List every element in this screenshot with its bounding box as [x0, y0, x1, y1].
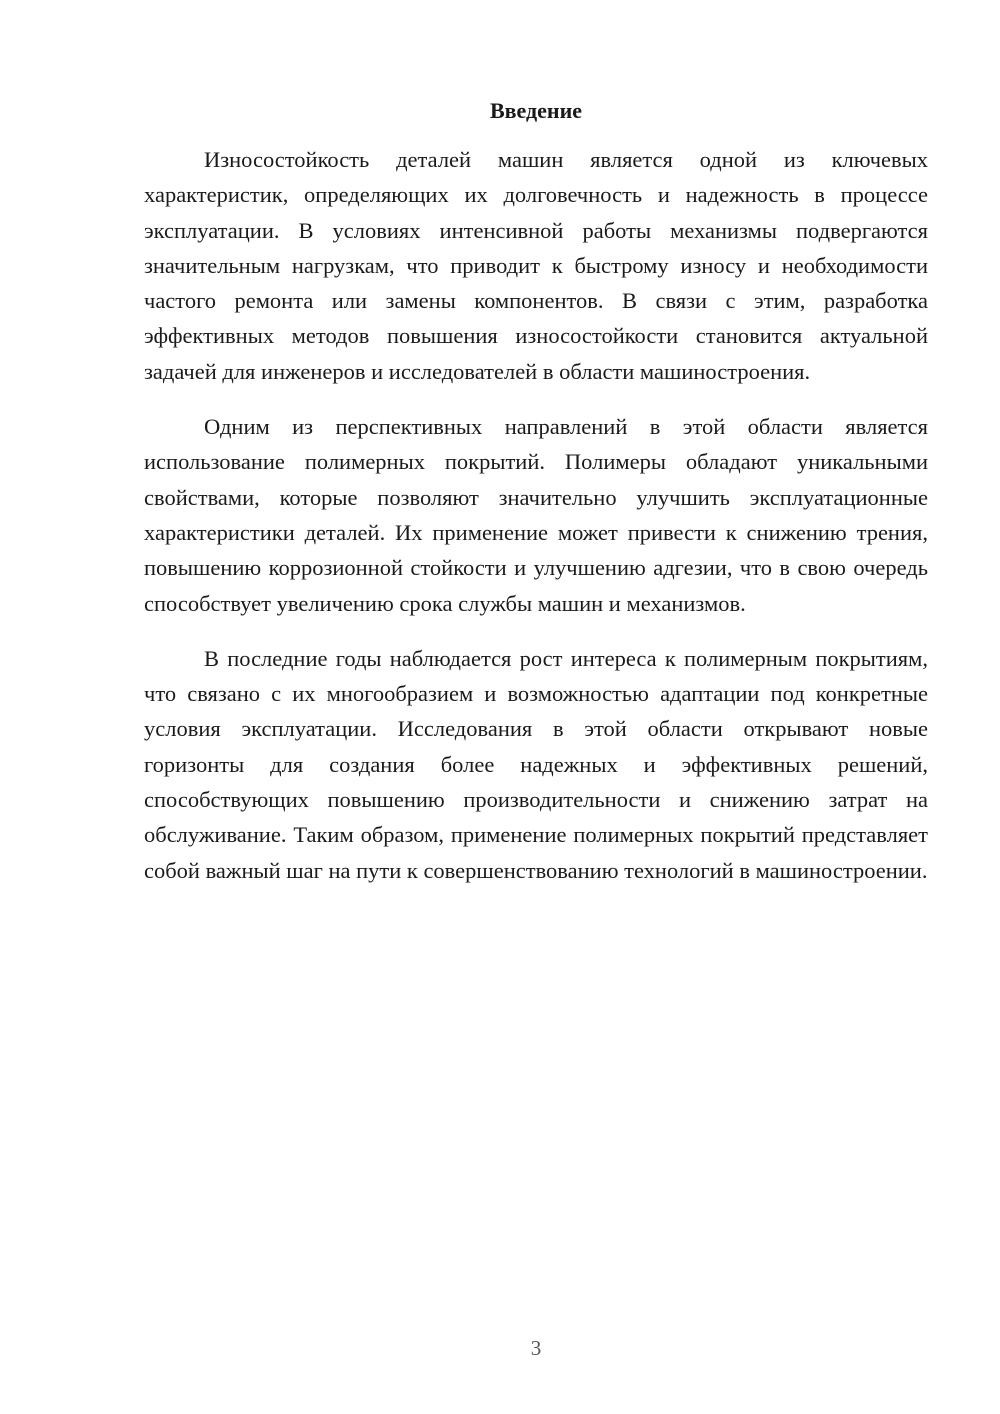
paragraph-2: Одним из перспективных направлений в этой области является использование полимерных покрытий. Полимеры обладают уникальными свойствами, которые позволяют значительно улучшить эксплуатационные характеристики деталей. Их применение может привести к снижению трения, повышению коррозионной стойкости и улучшению адгезии, что в свою очередь способствует увеличению срока службы машин и механизмов. [144, 414, 928, 616]
section-heading: Введение [489, 98, 583, 123]
paragraph-1: Износостойкость деталей машин является одной из ключевых характеристик, определяющих их долговечность и надежность в процессе эксплуатации. В условиях интенсивной работы механизмы подвергаются значительным нагрузкам, что приводит к быстрому износу и необходимости частого ремонта или замены компонентов. В связи с этим, разработка эффективных методов повышения износостойкости становится актуальной задачей для инженеров и исследователей в области машиностроения. [144, 147, 928, 384]
page-number: 3 [530, 1336, 542, 1360]
body-text [144, 142, 928, 908]
paragraph-3: В последние годы наблюдается рост интереса к полимерным покрытиям, что связано с их многообразием и возможностью адаптации под конкретные условия эксплуатации. Исследования в этой области открывают новые горизонты для создания более надежных и эффективных решений, способствующих повышению производительности и снижению затрат на обслуживание. Таким образом, применение полимерных покрытий представляет собой важный шаг на пути к совершенствованию технологий в машиностроении. [144, 645, 928, 883]
